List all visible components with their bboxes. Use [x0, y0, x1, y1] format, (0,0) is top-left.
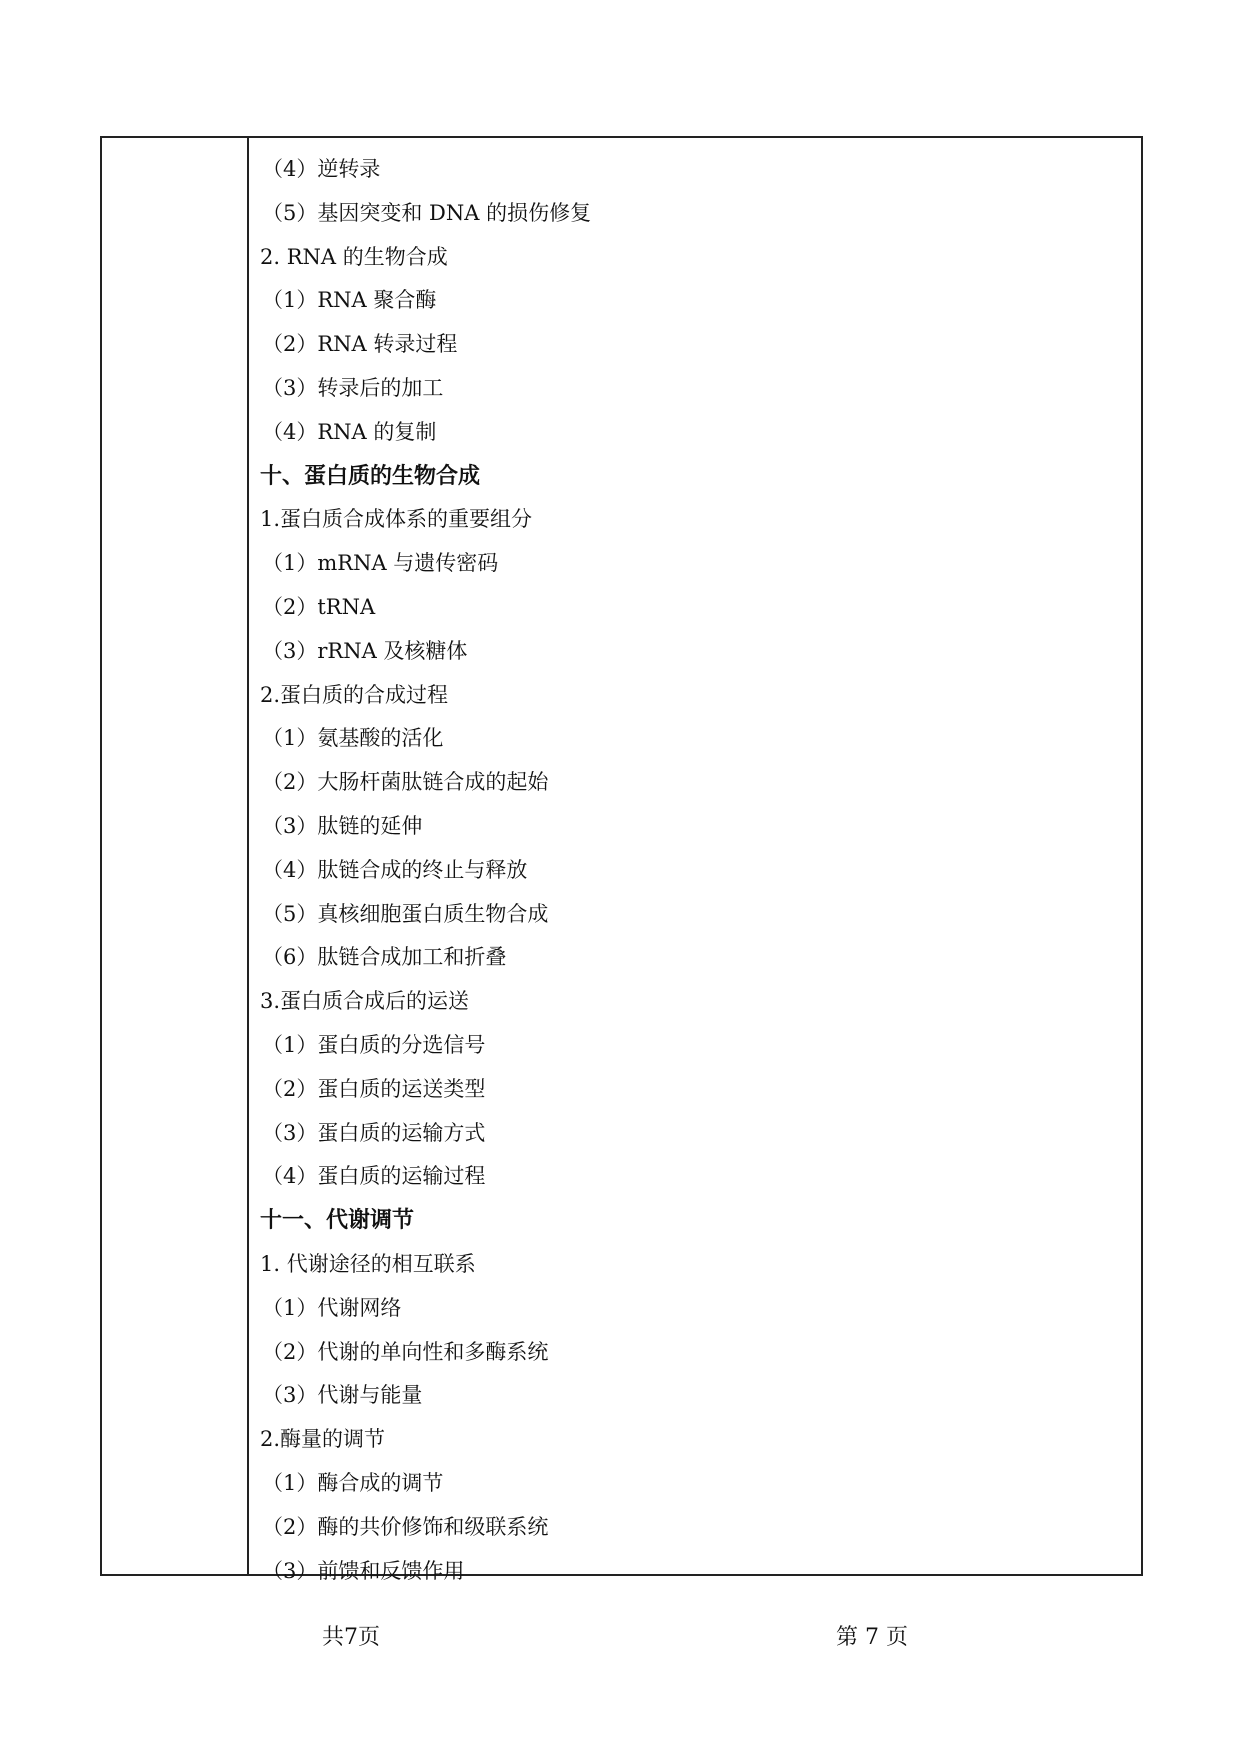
footer-page-number: 第 7 页 [836, 1625, 908, 1650]
outline-line: （3）代谢与能量 [262, 1383, 423, 1408]
outline-line: （1）代谢网络 [262, 1295, 402, 1320]
section-heading: 十一、代谢调节 [260, 1207, 415, 1234]
outline-line: （2）代谢的单向性和多酶系统 [262, 1339, 549, 1364]
outline-line: 1.蛋白质合成体系的重要组分 [260, 507, 533, 532]
outline-line: （3）rRNA 及核糖体 [262, 638, 468, 663]
outline-line: （1）mRNA 与遗传密码 [262, 551, 499, 576]
outline-line: 3.蛋白质合成后的运送 [260, 989, 470, 1014]
footer-total-pages: 共7页 [322, 1625, 380, 1650]
outline-line: （5）真核细胞蛋白质生物合成 [262, 901, 549, 926]
outline-line: 2.蛋白质的合成过程 [260, 682, 449, 707]
outline-line: （1）氨基酸的活化 [262, 726, 444, 751]
outline-content [260, 148, 1131, 1593]
outline-line: 2.酶量的调节 [260, 1427, 386, 1452]
outline-line: （4）肽链合成的终止与释放 [262, 857, 528, 882]
outline-line: （5）基因突变和 DNA 的损伤修复 [262, 200, 592, 225]
outline-line: （2）酶的共价修饰和级联系统 [262, 1514, 549, 1539]
outline-line: （4）RNA 的复制 [262, 419, 437, 444]
outline-line: （4）蛋白质的运输过程 [262, 1164, 486, 1189]
outline-line: （2）蛋白质的运送类型 [262, 1076, 486, 1101]
outline-line: （3）前馈和反馈作用 [262, 1558, 465, 1583]
outline-line: （2）tRNA [262, 594, 376, 619]
outline-line: （6）肽链合成加工和折叠 [262, 945, 507, 970]
outline-line: （1）蛋白质的分选信号 [262, 1032, 486, 1057]
outline-line: （1）酶合成的调节 [262, 1470, 444, 1495]
table-left-column [102, 138, 249, 1574]
outline-line: （3）转录后的加工 [262, 375, 444, 400]
outline-table [100, 136, 1143, 1583]
outline-line: （4）逆转录 [262, 157, 381, 181]
outline-line: （2）RNA 转录过程 [262, 332, 458, 357]
outline-line: （2）大肠杆菌肽链合成的起始 [262, 770, 549, 795]
outline-line: 1. 代谢途径的相互联系 [260, 1251, 476, 1276]
outline-line: （1）RNA 聚合酶 [262, 288, 437, 313]
section-heading: 十、蛋白质的生物合成 [260, 462, 481, 489]
outline-line: （3）肽链的延伸 [262, 813, 423, 838]
outline-line: （3）蛋白质的运输方式 [262, 1120, 486, 1145]
outline-line: 2. RNA 的生物合成 [260, 244, 448, 269]
